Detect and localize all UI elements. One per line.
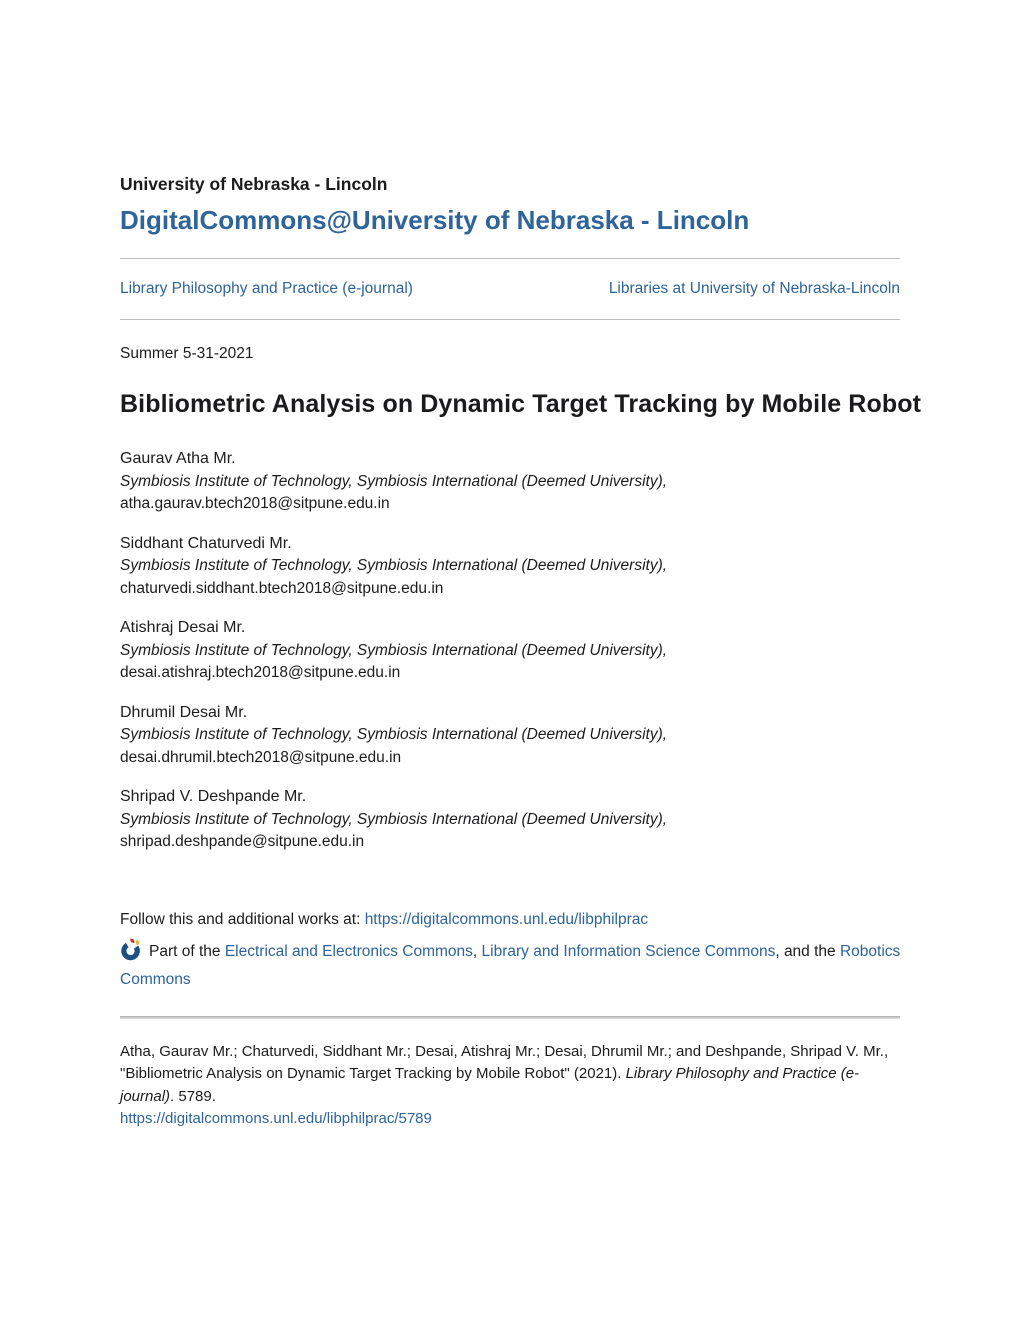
header-rule-bottom xyxy=(120,319,900,320)
author-entry xyxy=(120,448,900,516)
part-of-separator: , and the xyxy=(775,942,840,960)
follow-works-label: Follow this and additional works at: xyxy=(120,910,365,928)
author-entry xyxy=(120,786,900,854)
author-entry xyxy=(120,533,900,601)
breadcrumb-row xyxy=(120,259,900,319)
author-affiliation: Symbiosis Institute of Technology, Symbiosis International (Deemed University), xyxy=(120,810,668,828)
network-commons-icon xyxy=(120,938,143,961)
discipline-link-library-science[interactable]: Library and Information Science Commons xyxy=(481,942,776,960)
author-affiliation: Symbiosis Institute of Technology, Symbiosis International (Deemed University), xyxy=(120,641,668,659)
citation-authors-title: Atha, Gaurav Mr.; Chaturvedi, Siddhant Mr.; Desai, Atishraj Mr.; Desai, Dhrumil Mr.; and Deshpande, Shripad V. Mr., "Bibliometric Analysis on Dynamic Target Tracking by Mobile Robot" (2021). xyxy=(120,1042,889,1082)
series-collection-url-link[interactable]: https://digitalcommons.unl.edu/libphilprac xyxy=(364,910,649,928)
part-of-prefix: Part of the xyxy=(149,942,225,960)
discipline-link-robotics[interactable]: Robotics Commons xyxy=(120,942,901,988)
series-link[interactable]: Library Philosophy and Practice (e-journal) xyxy=(120,280,413,297)
citation-article-number: . 5789. xyxy=(170,1087,216,1105)
author-email: chaturvedi.siddhant.btech2018@sitpune.edu.in xyxy=(120,579,444,597)
disciplines-line xyxy=(120,938,902,994)
institution-name: University of Nebraska - Lincoln xyxy=(120,174,388,194)
author-email: desai.atishraj.btech2018@sitpune.edu.in xyxy=(120,664,401,681)
recommended-citation xyxy=(120,1041,902,1131)
author-email: shripad.deshpande@sitpune.edu.in xyxy=(120,833,365,850)
author-name: Gaurav Atha Mr. xyxy=(120,450,236,467)
citation-url-link[interactable]: https://digitalcommons.unl.edu/libphilprac/5789 xyxy=(120,1110,432,1127)
author-affiliation: Symbiosis Institute of Technology, Symbiosis International (Deemed University), xyxy=(120,472,668,490)
author-affiliation: Symbiosis Institute of Technology, Symbiosis International (Deemed University), xyxy=(120,726,668,743)
author-name: Atishraj Desai Mr. xyxy=(120,619,246,636)
part-of-separator: , xyxy=(472,942,482,960)
author-name: Siddhant Chaturvedi Mr. xyxy=(120,534,292,552)
article-title: Bibliometric Analysis on Dynamic Target Tracking by Mobile Robot xyxy=(120,390,921,418)
author-name: Shripad V. Deshpande Mr. xyxy=(120,788,307,805)
author-entry xyxy=(120,617,900,685)
author-affiliation: Symbiosis Institute of Technology, Symbiosis International (Deemed University), xyxy=(120,557,668,574)
publication-date: Summer 5-31-2021 xyxy=(120,345,254,362)
follow-works-line xyxy=(120,910,900,930)
discipline-link-electrical[interactable]: Electrical and Electronics Commons xyxy=(224,942,473,960)
author-entry xyxy=(120,702,900,770)
author-email: atha.gaurav.btech2018@sitpune.edu.in xyxy=(120,495,390,512)
repository-title-link[interactable]: DigitalCommons@University of Nebraska - Lincoln xyxy=(120,205,750,235)
author-list xyxy=(120,448,900,854)
library-link[interactable]: Libraries at University of Nebraska-Lincoln xyxy=(608,280,900,297)
citation-journal-name: Library Philosophy and Practice (e-journal) xyxy=(120,1065,860,1105)
citation-divider xyxy=(120,1016,900,1019)
author-name: Dhrumil Desai Mr. xyxy=(120,703,248,721)
author-email: desai.dhrumil.btech2018@sitpune.edu.in xyxy=(120,748,402,766)
